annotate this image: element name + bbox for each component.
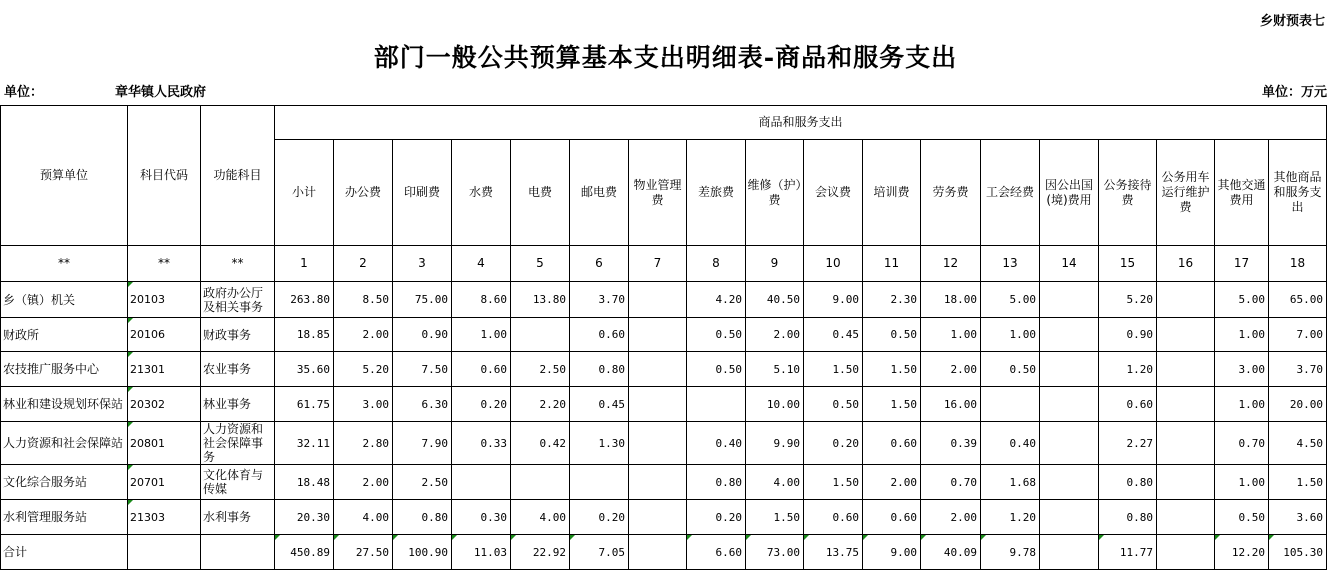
budget-unit-cell: 文化综合服务站 — [1, 465, 128, 500]
header-item: 差旅费 — [687, 140, 746, 246]
header-subject-code: 科目代码 — [128, 106, 201, 246]
amount-cell: 0.20 — [804, 422, 863, 465]
amount-cell: 1.00 — [1215, 387, 1269, 422]
amount-cell: 0.90 — [1099, 318, 1157, 352]
amount-cell: 3.70 — [1269, 352, 1327, 387]
index-cell: 6 — [570, 246, 629, 282]
amount-cell: 3.70 — [570, 282, 629, 318]
amount-cell: 1.50 — [863, 352, 921, 387]
function-subject-cell: 文化体育与传媒 — [201, 465, 275, 500]
amount-cell: 0.60 — [804, 500, 863, 535]
amount-cell — [981, 387, 1040, 422]
amount-cell — [629, 465, 687, 500]
amount-cell — [1040, 465, 1099, 500]
amount-cell: 9.78 — [981, 535, 1040, 570]
index-cell: 1 — [275, 246, 334, 282]
subject-code-cell: 21301 — [128, 352, 201, 387]
amount-cell — [1040, 282, 1099, 318]
amount-cell: 0.20 — [452, 387, 511, 422]
amount-cell: 450.89 — [275, 535, 334, 570]
amount-cell — [1157, 535, 1215, 570]
amount-cell — [629, 500, 687, 535]
amount-cell — [629, 282, 687, 318]
amount-cell: 7.90 — [393, 422, 452, 465]
currency-unit: 单位：万元 — [1261, 85, 1327, 100]
amount-cell: 13.75 — [804, 535, 863, 570]
header-item: 会议费 — [804, 140, 863, 246]
header-item: 其他交通费用 — [1215, 140, 1269, 246]
header-item: 因公出国(境)费用 — [1040, 140, 1099, 246]
header-goods-services-group: 商品和服务支出 — [275, 106, 1327, 140]
amount-cell — [1157, 318, 1215, 352]
amount-cell: 1.50 — [1269, 465, 1327, 500]
table-row — [1, 282, 1327, 318]
amount-cell: 20.00 — [1269, 387, 1327, 422]
function-subject-cell: 财政事务 — [201, 318, 275, 352]
amount-cell — [1040, 352, 1099, 387]
function-subject-cell — [201, 535, 275, 570]
amount-cell — [629, 535, 687, 570]
unit-label: 单位： — [4, 85, 44, 100]
index-cell: 5 — [511, 246, 570, 282]
table-row — [1, 422, 1327, 465]
amount-cell: 3.00 — [334, 387, 393, 422]
amount-cell: 1.00 — [452, 318, 511, 352]
amount-cell — [1040, 387, 1099, 422]
amount-cell — [629, 422, 687, 465]
amount-cell: 0.50 — [804, 387, 863, 422]
amount-cell: 7.05 — [570, 535, 629, 570]
header-item: 电费 — [511, 140, 570, 246]
budget-unit-cell: 水利管理服务站 — [1, 500, 128, 535]
amount-cell: 0.70 — [921, 465, 981, 500]
amount-cell: 1.00 — [981, 318, 1040, 352]
amount-cell: 35.60 — [275, 352, 334, 387]
header-item: 邮电费 — [570, 140, 629, 246]
index-cell: 13 — [981, 246, 1040, 282]
amount-cell: 0.60 — [863, 500, 921, 535]
amount-cell: 0.50 — [1215, 500, 1269, 535]
amount-cell — [1157, 352, 1215, 387]
amount-cell: 0.39 — [921, 422, 981, 465]
amount-cell: 5.20 — [334, 352, 393, 387]
amount-cell — [1157, 465, 1215, 500]
table-row — [1, 535, 1327, 570]
amount-cell: 5.00 — [981, 282, 1040, 318]
index-cell: 16 — [1157, 246, 1215, 282]
index-cell: 17 — [1215, 246, 1269, 282]
amount-cell: 5.00 — [1215, 282, 1269, 318]
function-subject-cell: 农业事务 — [201, 352, 275, 387]
header-item: 小计 — [275, 140, 334, 246]
amount-cell — [1157, 422, 1215, 465]
amount-cell: 4.20 — [687, 282, 746, 318]
amount-cell: 8.50 — [334, 282, 393, 318]
table-row — [1, 500, 1327, 535]
amount-cell: 0.60 — [570, 318, 629, 352]
subject-code-cell: 20801 — [128, 422, 201, 465]
amount-cell: 40.50 — [746, 282, 804, 318]
amount-cell: 6.60 — [687, 535, 746, 570]
amount-cell: 18.85 — [275, 318, 334, 352]
index-cell: 4 — [452, 246, 511, 282]
amount-cell: 22.92 — [511, 535, 570, 570]
header-item: 维修（护）费 — [746, 140, 804, 246]
amount-cell: 105.30 — [1269, 535, 1327, 570]
amount-cell: 2.00 — [921, 352, 981, 387]
amount-cell: 9.00 — [804, 282, 863, 318]
amount-cell: 1.00 — [921, 318, 981, 352]
header-item: 公务用车运行维护费 — [1157, 140, 1215, 246]
index-cell: 11 — [863, 246, 921, 282]
amount-cell: 0.50 — [863, 318, 921, 352]
subject-code-cell: 20103 — [128, 282, 201, 318]
amount-cell: 3.60 — [1269, 500, 1327, 535]
amount-cell: 61.75 — [275, 387, 334, 422]
index-cell: ** — [128, 246, 201, 282]
index-cell: 7 — [629, 246, 687, 282]
amount-cell — [511, 318, 570, 352]
amount-cell: 0.40 — [981, 422, 1040, 465]
amount-cell: 40.09 — [921, 535, 981, 570]
amount-cell — [1040, 500, 1099, 535]
amount-cell: 2.00 — [921, 500, 981, 535]
amount-cell: 73.00 — [746, 535, 804, 570]
amount-cell: 4.00 — [746, 465, 804, 500]
index-cell: 14 — [1040, 246, 1099, 282]
amount-cell — [629, 387, 687, 422]
amount-cell: 0.70 — [1215, 422, 1269, 465]
amount-cell: 0.90 — [393, 318, 452, 352]
amount-cell: 0.80 — [687, 465, 746, 500]
amount-cell: 6.30 — [393, 387, 452, 422]
amount-cell: 16.00 — [921, 387, 981, 422]
table-row — [1, 387, 1327, 422]
amount-cell: 2.00 — [334, 318, 393, 352]
amount-cell: 2.00 — [746, 318, 804, 352]
amount-cell — [629, 352, 687, 387]
amount-cell: 18.48 — [275, 465, 334, 500]
amount-cell — [570, 465, 629, 500]
function-subject-cell: 人力资源和社会保障事务 — [201, 422, 275, 465]
budget-unit-cell: 合计 — [1, 535, 128, 570]
amount-cell: 1.50 — [804, 352, 863, 387]
amount-cell — [1040, 422, 1099, 465]
amount-cell: 4.00 — [511, 500, 570, 535]
header-item: 办公费 — [334, 140, 393, 246]
amount-cell: 11.77 — [1099, 535, 1157, 570]
amount-cell: 0.42 — [511, 422, 570, 465]
header-item: 其他商品和服务支出 — [1269, 140, 1327, 246]
amount-cell — [1157, 282, 1215, 318]
amount-cell: 27.50 — [334, 535, 393, 570]
amount-cell: 1.20 — [981, 500, 1040, 535]
amount-cell: 10.00 — [746, 387, 804, 422]
amount-cell: 0.80 — [393, 500, 452, 535]
amount-cell: 0.60 — [452, 352, 511, 387]
header-item: 公务接待费 — [1099, 140, 1157, 246]
amount-cell: 0.50 — [687, 352, 746, 387]
amount-cell: 1.50 — [804, 465, 863, 500]
amount-cell: 2.80 — [334, 422, 393, 465]
index-cell: 9 — [746, 246, 804, 282]
amount-cell — [1040, 535, 1099, 570]
amount-cell — [1157, 500, 1215, 535]
form-number: 乡财预表七 — [1259, 14, 1325, 29]
amount-cell: 1.50 — [863, 387, 921, 422]
amount-cell: 0.40 — [687, 422, 746, 465]
amount-cell: 5.10 — [746, 352, 804, 387]
amount-cell: 0.80 — [1099, 500, 1157, 535]
index-cell: ** — [1, 246, 128, 282]
amount-cell: 0.50 — [981, 352, 1040, 387]
amount-cell — [687, 387, 746, 422]
amount-cell — [1040, 318, 1099, 352]
subject-code-cell — [128, 535, 201, 570]
budget-unit-cell: 农技推广服务中心 — [1, 352, 128, 387]
budget-unit-cell: 林业和建设规划环保站 — [1, 387, 128, 422]
amount-cell: 32.11 — [275, 422, 334, 465]
amount-cell — [452, 465, 511, 500]
amount-cell: 1.20 — [1099, 352, 1157, 387]
amount-cell: 11.03 — [452, 535, 511, 570]
amount-cell: 1.30 — [570, 422, 629, 465]
header-item: 印刷费 — [393, 140, 452, 246]
index-cell: ** — [201, 246, 275, 282]
amount-cell: 100.90 — [393, 535, 452, 570]
header-item: 物业管理费 — [629, 140, 687, 246]
index-cell: 18 — [1269, 246, 1327, 282]
amount-cell: 4.00 — [334, 500, 393, 535]
amount-cell: 0.80 — [570, 352, 629, 387]
amount-cell: 2.20 — [511, 387, 570, 422]
amount-cell: 2.50 — [511, 352, 570, 387]
amount-cell: 0.80 — [1099, 465, 1157, 500]
header-item: 培训费 — [863, 140, 921, 246]
subject-code-cell: 21303 — [128, 500, 201, 535]
amount-cell: 0.45 — [570, 387, 629, 422]
header-item: 水费 — [452, 140, 511, 246]
amount-cell: 1.00 — [1215, 465, 1269, 500]
amount-cell — [511, 465, 570, 500]
header-item: 工会经费 — [981, 140, 1040, 246]
subject-code-cell: 20106 — [128, 318, 201, 352]
amount-cell: 4.50 — [1269, 422, 1327, 465]
index-cell: 12 — [921, 246, 981, 282]
table-row — [1, 352, 1327, 387]
amount-cell: 5.20 — [1099, 282, 1157, 318]
function-subject-cell: 水利事务 — [201, 500, 275, 535]
index-cell: 10 — [804, 246, 863, 282]
page-title: 部门一般公共预算基本支出明细表-商品和服务支出 — [373, 43, 958, 72]
amount-cell: 0.20 — [687, 500, 746, 535]
amount-cell: 2.00 — [334, 465, 393, 500]
amount-cell: 0.33 — [452, 422, 511, 465]
amount-cell: 18.00 — [921, 282, 981, 318]
amount-cell — [629, 318, 687, 352]
function-subject-cell: 政府办公厅及相关事务 — [201, 282, 275, 318]
amount-cell: 263.80 — [275, 282, 334, 318]
amount-cell: 2.50 — [393, 465, 452, 500]
amount-cell: 65.00 — [1269, 282, 1327, 318]
amount-cell: 9.00 — [863, 535, 921, 570]
amount-cell: 1.00 — [1215, 318, 1269, 352]
index-cell: 15 — [1099, 246, 1157, 282]
unit-organization: 章华镇人民政府 — [115, 85, 207, 100]
index-cell: 3 — [393, 246, 452, 282]
amount-cell: 0.60 — [863, 422, 921, 465]
amount-cell: 1.68 — [981, 465, 1040, 500]
header-budget-unit: 预算单位 — [1, 106, 128, 246]
amount-cell: 9.90 — [746, 422, 804, 465]
amount-cell: 13.80 — [511, 282, 570, 318]
amount-cell: 0.30 — [452, 500, 511, 535]
amount-cell: 0.60 — [1099, 387, 1157, 422]
budget-unit-cell: 财政所 — [1, 318, 128, 352]
amount-cell: 0.50 — [687, 318, 746, 352]
amount-cell: 7.50 — [393, 352, 452, 387]
budget-table — [0, 105, 1327, 570]
index-cell: 8 — [687, 246, 746, 282]
header-function-subject: 功能科目 — [201, 106, 275, 246]
amount-cell: 2.00 — [863, 465, 921, 500]
header-item: 劳务费 — [921, 140, 981, 246]
table-row — [1, 318, 1327, 352]
amount-cell: 0.45 — [804, 318, 863, 352]
amount-cell: 3.00 — [1215, 352, 1269, 387]
amount-cell: 1.50 — [746, 500, 804, 535]
amount-cell: 20.30 — [275, 500, 334, 535]
subject-code-cell: 20701 — [128, 465, 201, 500]
index-cell: 2 — [334, 246, 393, 282]
budget-unit-cell: 人力资源和社会保障站 — [1, 422, 128, 465]
amount-cell: 7.00 — [1269, 318, 1327, 352]
subject-code-cell: 20302 — [128, 387, 201, 422]
function-subject-cell: 林业事务 — [201, 387, 275, 422]
amount-cell: 0.20 — [570, 500, 629, 535]
budget-unit-cell: 乡（镇）机关 — [1, 282, 128, 318]
table-row — [1, 465, 1327, 500]
amount-cell: 2.27 — [1099, 422, 1157, 465]
amount-cell: 75.00 — [393, 282, 452, 318]
amount-cell: 2.30 — [863, 282, 921, 318]
amount-cell: 12.20 — [1215, 535, 1269, 570]
amount-cell — [1157, 387, 1215, 422]
amount-cell: 8.60 — [452, 282, 511, 318]
